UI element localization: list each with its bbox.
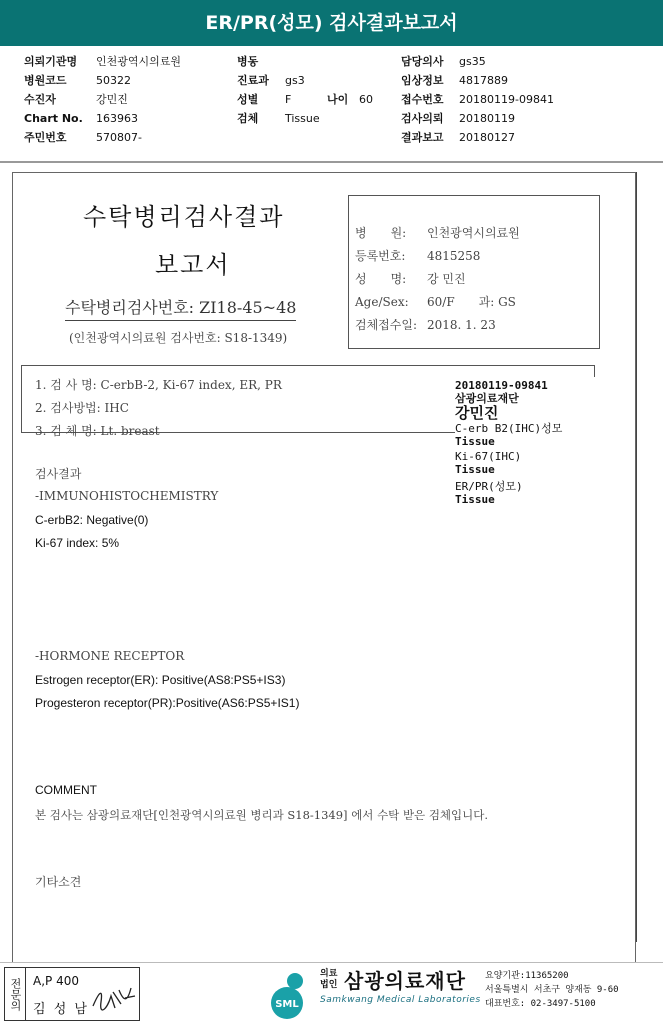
stamp-code: A,P 400 (33, 974, 79, 988)
institution-code: 요양기관:11365200 (485, 971, 569, 981)
pathologist-stamp (4, 967, 140, 1021)
comment-text: 본 검사는 삼광의료재단[인천광역시의료원 병리과 S18-1349] 에서 수탁 받은 검체입니다. (35, 808, 489, 822)
comment-heading: COMMENT (35, 783, 97, 797)
org-prefix: 의료법인 (320, 969, 338, 990)
address: 서울특별시 서초구 양재동 9-60 (485, 985, 619, 995)
logo-text: SML (275, 999, 299, 1010)
scanned-report (12, 172, 636, 964)
ihc-heading: -IMMUNOHISTOCHEMISTRY (35, 489, 219, 503)
header-col2: 병동 진료과 gs3 성별 F 나이 60 검체 Tissue (237, 55, 373, 125)
header-divider (0, 161, 663, 163)
report-title: ER/PR(성모) 검사결과보고서 (0, 0, 663, 46)
scan-title-line1: 수탁병리검사결과 (83, 203, 285, 231)
specimen-name: 3. 검 체 명: Lt. breast (35, 424, 160, 438)
er-result: Estrogen receptor(ER): Positive(AS8:PS5+IS3) (35, 673, 286, 687)
phone: 대표번호: 02-3497-5100 (485, 999, 596, 1009)
org-name: 삼광의료재단 (344, 969, 466, 993)
pr-result: Progesteron receptor(PR):Positive(AS6:PS5+IS1) (35, 696, 300, 710)
patient-info-box: 병 원: 인천광역시의료원 등록번호: 4815258 성 명: 강 민진 Age/Sex: 60/F 과: GS 검체접수일: 2018. 1. 23 (348, 195, 600, 349)
ki67-result: Ki-67 index: 5% (35, 536, 120, 550)
pathologist-name: 김 성 남 (33, 1002, 89, 1017)
cerb-result: C-erbB2: Negative(0) (35, 513, 149, 527)
test-method: 2. 검사방법: IHC (35, 401, 129, 415)
other-findings-heading: 기타소견 (35, 875, 82, 889)
test-name: 1. 검 사 명: C-erbB-2, Ki-67 index, ER, PR (35, 378, 282, 392)
footer (0, 963, 663, 1031)
specimen-label-sticker: 20180119-09841 삼광의료재단 강민진 C-erb B2(IHC)성모 Tissue Ki-67(IHC) Tissue ER/PR(성모) Tissue (455, 377, 597, 509)
stamp-label: 전문의 (5, 968, 26, 1020)
request-number: 수탁병리검사번호: ZI18-45~48 (65, 295, 296, 321)
org-english: Samkwang Medical Laboratories (320, 995, 481, 1005)
result-heading: 검사결과 (35, 467, 82, 481)
header-info (0, 52, 663, 160)
scan-title-line2: 보고서 (155, 251, 231, 279)
hospital-number: (인천광역시의료원 검사번호: S18-1349) (69, 331, 288, 345)
signature-icon (91, 982, 137, 1014)
header-col1: 의뢰기관명 인천광역시의료원 병원코드 50322 수진자 강민진 Chart No. 163963 주민번호 570807- (24, 55, 182, 144)
scan-edge (636, 172, 637, 942)
hormone-heading: -HORMONE RECEPTOR (35, 649, 185, 663)
org-address (485, 969, 619, 1011)
sml-logo-icon (268, 969, 316, 1021)
header-col3: 담당의사 gs35 임상정보 4817889 접수번호 20180119-09841 검사의뢰 20180119 결과보고 20180127 (401, 55, 554, 144)
